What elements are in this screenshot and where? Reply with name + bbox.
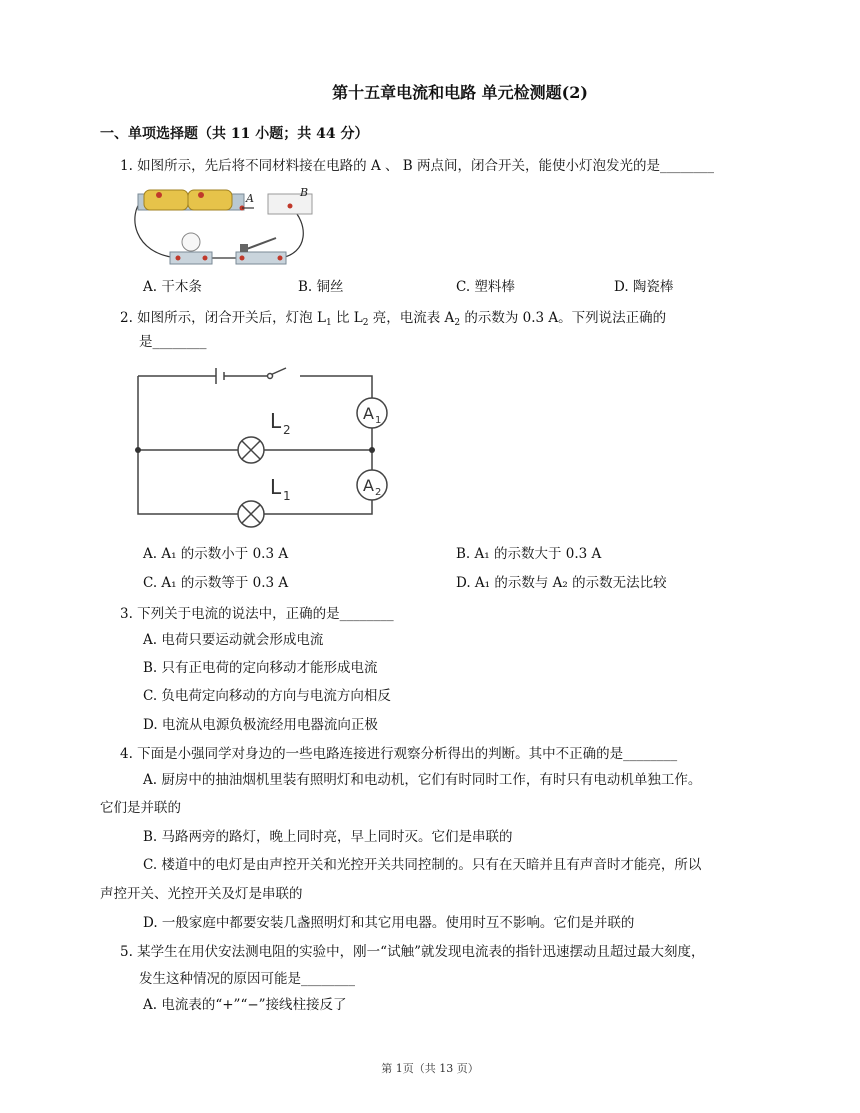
point-b-label: B <box>300 186 309 199</box>
q2-option-b: B. A₁ 的示数大于 0.3 A <box>456 546 602 562</box>
section-heading: 一、单项选择题（共 11 小题；共 44 分） <box>100 126 369 142</box>
q3-option-d: D. 电流从电源负极流经用电器流向正极 <box>143 717 378 733</box>
question-4-stem: 4. 下面是小强同学对身边的一些电路连接进行观察分析得出的判断。其中不正确的是________ <box>120 746 678 762</box>
question-3-stem: 3. 下列关于电流的说法中，正确的是________ <box>120 606 394 622</box>
question-5-stem-line2: 发生这种情况的原因可能是________ <box>139 971 355 987</box>
point-a-label: A <box>246 192 254 205</box>
q5-option-a: A. 电流表的“+”“−”接线柱接反了 <box>143 997 347 1013</box>
q4-option-c-line2: 声控开关、光控开关及灯是串联的 <box>100 886 303 902</box>
question-5-stem-line1: 5. 某学生在用伏安法测电阻的实验中，刚一“试触”就发现电流表的指针迅速摆动且超过最大刻度， <box>120 944 705 960</box>
q3-option-a: A. 电荷只要运动就会形成电流 <box>143 632 324 648</box>
q2-option-c: C. A₁ 的示数等于 0.3 A <box>143 575 289 591</box>
question-2-circuit-figure <box>130 362 410 532</box>
question-1-circuit-figure <box>130 184 320 270</box>
q4-option-a-line2: 它们是并联的 <box>100 800 181 816</box>
q4-option-a-line1: A. 厨房中的抽油烟机里装有照明灯和电动机，它们有时同时工作，有时只有电动机单独工作。 <box>143 772 702 788</box>
lamp-l1-label: L <box>270 475 282 499</box>
question-2-stem-line2: 是________ <box>139 334 207 350</box>
svg-text:2: 2 <box>283 423 291 437</box>
q4-option-d: D. 一般家庭中都要安装几盏照明灯和其它用电器。使用时互不影响。它们是并联的 <box>143 915 635 931</box>
page-title: 第十五章电流和电路 单元检测题(2) <box>332 83 588 102</box>
question-1-stem: 1. 如图所示，先后将不同材料接在电路的 A 、 B 两点间，闭合开关，能使小灯泡发光的是________ <box>120 158 715 174</box>
svg-text:1: 1 <box>283 489 291 503</box>
q2-option-a: A. A₁ 的示数小于 0.3 A <box>143 546 289 562</box>
q1-option-d: D. 陶瓷棒 <box>614 279 674 295</box>
q3-option-b: B. 只有正电荷的定向移动才能形成电流 <box>143 660 378 676</box>
ammeter-a1-label: A <box>363 404 374 423</box>
q1-option-b: B. 铜丝 <box>298 279 344 295</box>
q4-option-b: B. 马路两旁的路灯，晚上同时亮，早上同时灭。它们是串联的 <box>143 829 513 845</box>
svg-text:1: 1 <box>375 415 382 426</box>
q1-option-c: C. 塑料棒 <box>456 279 515 295</box>
q4-option-c-line1: C. 楼道中的电灯是由声控开关和光控开关共同控制的。只有在天暗并且有声音时才能亮，所以 <box>143 857 702 873</box>
q1-option-a: A. 干木条 <box>143 279 202 295</box>
q3-option-c: C. 负电荷定向移动的方向与电流方向相反 <box>143 688 391 704</box>
ammeter-a2-label: A <box>363 476 374 495</box>
page-footer: 第 1页（共 13 页） <box>381 1062 479 1075</box>
q2-option-d: D. A₁ 的示数与 A₂ 的示数无法比较 <box>456 575 667 591</box>
question-2-stem: 2. 如图所示，闭合开关后，灯泡 $L_1$ 比 $L_2$ 亮，电流表 $A_2$ 的示数为 0.3 A。下列说法正确的 <box>120 310 667 328</box>
lamp-l2-label: L <box>270 409 282 433</box>
svg-text:2: 2 <box>375 487 382 498</box>
